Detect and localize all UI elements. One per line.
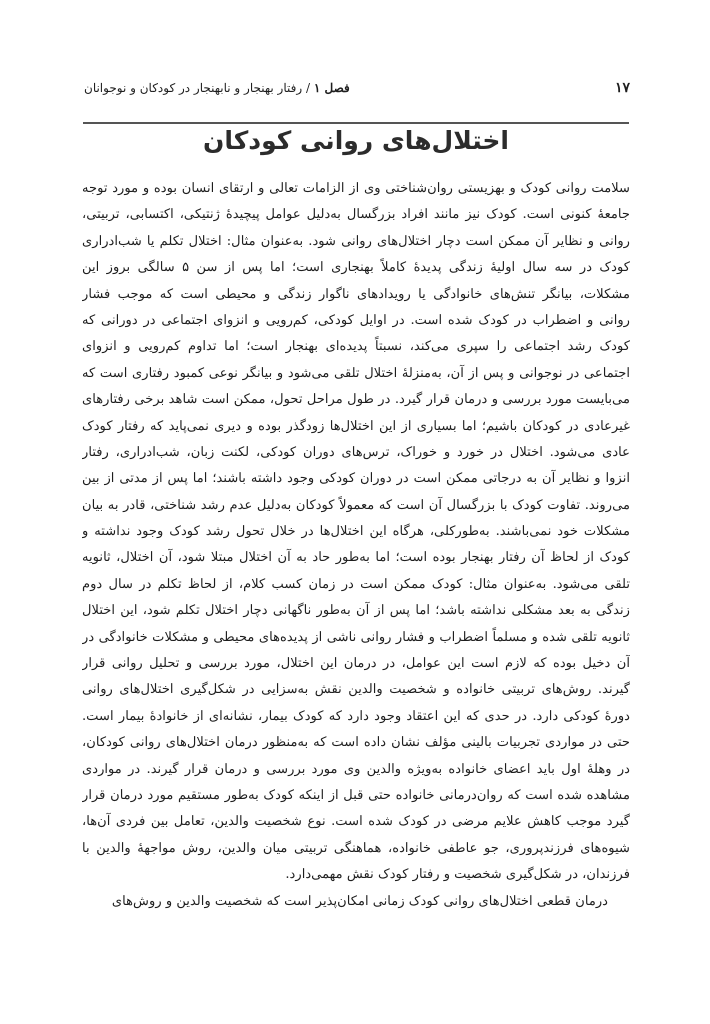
text-line: مشاهده شده است که روان‌درمانی خانواده حتی قبل از اینکه کودک به‌طور مستقیم مورد درمان قرار bbox=[82, 787, 630, 803]
text-line: روانی و نظایر آن ممکن است دچار اختلال‌های روانی شود. به‌عنوان مثال: اختلال تکلم یا شب‌ادراری bbox=[82, 233, 630, 249]
text-line: سلامت روانی کودک و بهزیستی روان‌شناختی وی از الزامات تعالی و ارتقای انسان بوده و مورد توجه bbox=[82, 181, 630, 196]
body-text bbox=[82, 176, 630, 915]
chapter-title: رفتار بهنجار و نابهنجار در کودکان و نوجوانان bbox=[84, 81, 303, 95]
text-line: درمان قطعی اختلال‌های روانی کودک زمانی امکان‌پذیر است که شخصیت والدین و روش‌های bbox=[111, 893, 608, 909]
text-line: کودک رشد اجتماعی را سپری می‌کند، نسبتاً پدیده‌ای بهنجار است؛ اما تداوم کم‌رویی و انزوای bbox=[82, 339, 630, 355]
header-separator: / bbox=[305, 81, 311, 95]
text-line: می‌بایست مورد بررسی و درمان قرار گیرد. در طول مراحل تحول، ممکن است شاهد برخی رفتارهای bbox=[82, 392, 630, 408]
text-line: انزوا و نظایر آن به درجاتی ممکن است در دوران کودکی وجود داشته باشند؛ اما پس از مدتی از بین bbox=[82, 471, 630, 487]
header-divider bbox=[83, 122, 629, 124]
running-header bbox=[84, 80, 630, 96]
text-line: حتی در مواردی تجربیات بالینی مؤلف نشان داده است که به‌منظور درمان اختلال‌های روانی کودکان، bbox=[82, 735, 630, 751]
text-line: فرزندان، در شکل‌گیری شخصیت و رفتار کودک نقش مهمی‌دارد. bbox=[285, 867, 630, 883]
text-line: مشکلات، بیانگر تنش‌های خانوادگی یا رویدادهای ناگوار زندگی و محیطی است که موجب فشار bbox=[82, 286, 630, 302]
text-line: دورهٔ کودکی دارد. در حدی که این اعتقاد وجود دارد که کودک بیمار، نشانه‌ای از خانوادهٔ بیمار است. bbox=[82, 708, 630, 724]
text-line: غیرعادی در کودکان باشیم؛ اما بسیاری از این اختلال‌ها زودگذر بوده و دیری نمی‌پاید که رفتار کودک bbox=[82, 418, 630, 434]
text-line: در وهلهٔ اول باید اعضای خانواده به‌ویژه والدین وی مورد بررسی و درمان قرار گیرند. در مواردی bbox=[82, 761, 630, 777]
chapter-label: فصل ۱ bbox=[313, 81, 350, 95]
page-number: ۱۷ bbox=[614, 80, 630, 96]
text-line: کودک از لحاظ آن رفتار بهنجار بوده است؛ اما به‌طور حاد به آن اختلال مبتلا شود، آن اختلال، ثانویه bbox=[82, 550, 630, 566]
text-line: ثانویه تلقی شده و مسلماً اضطراب و فشار روانی ناشی از پدیده‌های محیطی و مشکلات خانوادگی در bbox=[82, 629, 630, 645]
text-line: آن دخیل بوده که لازم است این عوامل، در درمان این اختلال، مورد بررسی و تحلیل روانی قرار bbox=[82, 656, 630, 672]
text-line: شیوه‌های فرزندپروری، جو عاطفی خانواده، هماهنگی تربیتی میان والدین، روش مواجههٔ والدین با bbox=[82, 840, 630, 856]
text-line: عادی می‌شود. اختلال در خورد و خوراک، ترس‌های دوران کودکی، لکنت زبان، شب‌ادراری، رفتار bbox=[82, 444, 630, 460]
text-line: گیرد موجب کاهش علایم مرضی در کودک شده است. نوع شخصیت والدین، تعامل بین فردی آن‌ها، bbox=[82, 814, 630, 830]
text-line: زندگی به بعد مشکلی نداشته باشد؛ اما پس از آن به‌طور ناگهانی دچار اختلال تکلم شود، این اختلال bbox=[82, 603, 630, 619]
text-line: اجتماعی در نوجوانی و پس از آن، به‌منزلهٔ اختلال تلقی می‌شود و بیانگر نوعی کمبود رفتاری است که bbox=[82, 365, 630, 381]
text-line: تلقی می‌شود. به‌عنوان مثال: کودک ممکن است در زمان کسب کلام، از لحاظ تکلم در سال دوم bbox=[82, 576, 630, 592]
text-line: جامعهٔ کنونی است. کودک نیز مانند افراد بزرگسال به‌دلیل عوامل پیچیدهٔ ژنتیکی، اکتسابی، تربیتی، bbox=[82, 207, 630, 223]
running-header-title bbox=[84, 81, 350, 95]
text-line: مشکلات خود نمی‌باشند. به‌طورکلی، هرگاه این اختلال‌ها در خلال تحول رشد کودک وجود نداشته و bbox=[82, 524, 630, 540]
text-line: گیرند. روش‌های تربیتی خانواده و شخصیت والدین نقش به‌سزایی در شکل‌گیری اختلال‌های روانی bbox=[82, 682, 630, 698]
text-line: می‌روند. تفاوت کودک با بزرگسال آن است که معمولاً کودکان به‌دلیل عدم رشد شناختی، قادر به بیان bbox=[82, 497, 630, 513]
text-line: روانی و اضطراب در کودک شده است. در اوایل کودکی، کم‌رویی و انزوای اجتماعی در دورانی که bbox=[82, 312, 630, 328]
text-line: کودک در سه سال اولیهٔ زندگی پدیدهٔ کاملاً بهنجاری است؛ اما پس از سن ۵ سالگی بروز این bbox=[82, 260, 630, 276]
section-title: اختلال‌های روانی کودکان bbox=[203, 126, 509, 155]
